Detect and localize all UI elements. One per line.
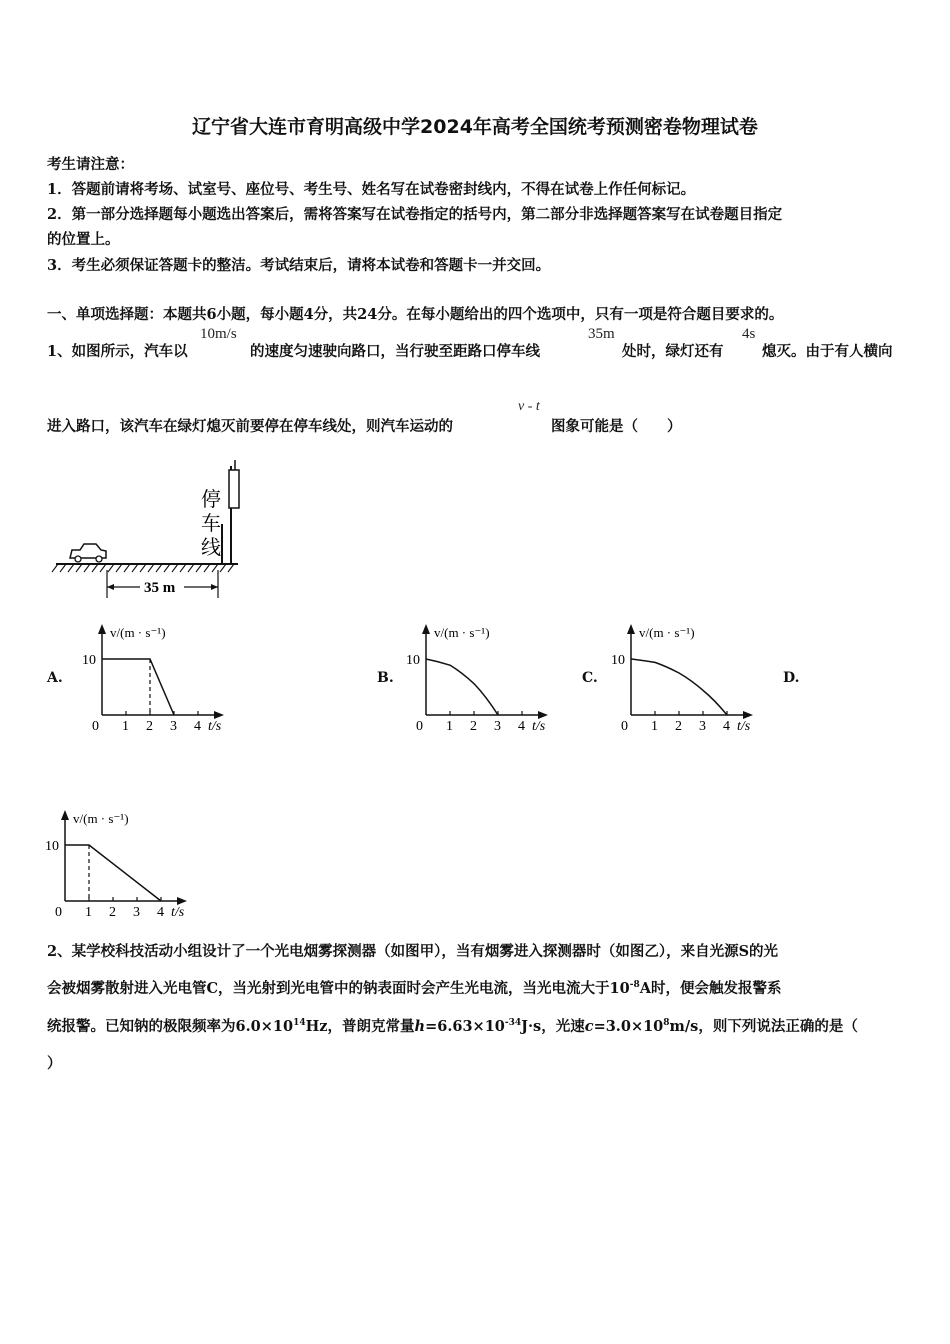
q1-speed: 10m/s [200, 326, 237, 342]
x-tick-label: 1 [122, 719, 129, 734]
y-tick-label: 10 [82, 653, 96, 668]
x-axis-arrow [743, 711, 753, 719]
series-line [65, 845, 161, 901]
q2-line-4: ） [47, 1055, 62, 1072]
stop-line-char-1: 停 [201, 489, 221, 511]
car-icon [70, 544, 106, 562]
notice-heading: 考生请注意： [47, 156, 134, 173]
x-tick-label: 4 [518, 719, 525, 734]
x-tick-label: 2 [675, 719, 682, 734]
x-tick-label: 2 [109, 905, 116, 920]
option-b-label: B. [377, 670, 394, 686]
x-tick-label: 0 [621, 719, 628, 734]
q1-time: 4s [742, 326, 756, 342]
y-axis-label: v/(m · s⁻¹) [434, 625, 490, 640]
q2-line-3: 统报警。已知钠的极限频率为$6.0\times 10^{14}Hz$，普朗克常量$h=6.63\times 10^{-34}J\cdot s$，光速$c=3.0\times 10^8m/s$，则下列说法正确的是（ [47, 1018, 858, 1035]
option-c-label: C. [582, 670, 598, 686]
section-heading: 一、单项选择题：本题共6小题，每小题4分，共24分。在每小题给出的四个选项中，只有一项是符合题目要求的。 [47, 306, 784, 323]
y-tick-label: 10 [406, 653, 420, 668]
q1-text-2: 的速度匀速驶向路口，当行驶至距路口停车线 [250, 343, 540, 360]
y-axis-arrow [627, 624, 635, 634]
q1-text-3: 处时，绿灯还有 [622, 343, 724, 360]
x-tick-label: 4 [157, 905, 164, 920]
y-axis-label: v/(m · s⁻¹) [639, 625, 695, 640]
stop-line-char-2: 车 [201, 513, 221, 535]
notice-item-1: 1．答题前请将考场、试室号、座位号、考生号、姓名写在试卷密封线内，不得在试卷上作任何标记。 [47, 181, 696, 198]
x-tick-label: 1 [651, 719, 658, 734]
x-axis-label: t/s [737, 719, 751, 734]
y-axis-arrow [422, 624, 430, 634]
distance-label: 35 m [144, 580, 176, 596]
x-axis-arrow [177, 897, 187, 905]
notice-item-2b: 的位置上。 [47, 231, 120, 248]
notice-item-2a: 2．第一部分选择题每小题选出答案后，需将答案写在试卷指定的括号内，第二部分非选择题答案写在试卷题目指定 [47, 206, 783, 223]
graph-b [406, 620, 566, 740]
x-axis-arrow [214, 711, 224, 719]
x-tick-label: 0 [416, 719, 423, 734]
q1-text-5: 进入路口，该汽车在绿灯熄灭前要停在停车线处，则汽车运动的 [47, 418, 453, 435]
graph-d [45, 806, 205, 926]
q2-line-2: 会被烟雾散射进入光电管C，当光射到光电管中的钠表面时会产生光电流，当光电流大于$10^{-8}A$时，便会触发报警系 [47, 980, 782, 997]
x-tick-label: 1 [446, 719, 453, 734]
y-tick-label: 10 [611, 653, 625, 668]
x-tick-label: 2 [146, 719, 153, 734]
q1-text-6: 图象可能是（ ） [551, 418, 682, 435]
y-axis-arrow [61, 810, 69, 820]
q1-text-4: 熄灭。由于有人横向 [762, 343, 893, 360]
option-a-label: A. [47, 670, 63, 686]
q1-distance: 35m [588, 326, 615, 342]
x-tick-label: 0 [55, 905, 62, 920]
y-axis-label: v/(m · s⁻¹) [110, 625, 166, 640]
x-tick-label: 4 [194, 719, 201, 734]
q2-line-1: 2、某学校科技活动小组设计了一个光电烟雾探测器（如图甲），当有烟雾进入探测器时（如图乙），来自光源S的光 [47, 943, 779, 960]
x-tick-label: 3 [133, 905, 140, 920]
y-tick-label: 10 [45, 839, 59, 854]
y-axis-arrow [98, 624, 106, 634]
x-tick-label: 3 [494, 719, 501, 734]
stop-line-char-3: 线 [201, 537, 221, 559]
x-tick-label: 0 [92, 719, 99, 734]
series-line [102, 659, 174, 715]
x-tick-label: 4 [723, 719, 730, 734]
road-scene-figure [50, 458, 250, 603]
graph-a [82, 620, 242, 740]
option-d-label: D. [783, 670, 800, 686]
q1-vt: v - t [518, 399, 540, 414]
series-line [426, 659, 498, 715]
series-line [631, 659, 727, 715]
x-tick-label: 2 [470, 719, 477, 734]
x-axis-label: t/s [208, 719, 222, 734]
y-axis-label: v/(m · s⁻¹) [73, 811, 129, 826]
x-tick-label: 3 [699, 719, 706, 734]
page-title: 辽宁省大连市育明高级中学2024年高考全国统考预测密卷物理试卷 [192, 116, 758, 138]
x-tick-label: 1 [85, 905, 92, 920]
x-axis-label: t/s [171, 905, 185, 920]
notice-item-3: 3．考生必须保证答题卡的整洁。考试结束后，请将本试卷和答题卡一并交回。 [47, 257, 551, 274]
x-tick-label: 3 [170, 719, 177, 734]
x-axis-label: t/s [532, 719, 546, 734]
graph-c [611, 620, 771, 740]
x-axis-arrow [538, 711, 548, 719]
q1-text-1: 1、如图所示，汽车以 [47, 343, 188, 360]
